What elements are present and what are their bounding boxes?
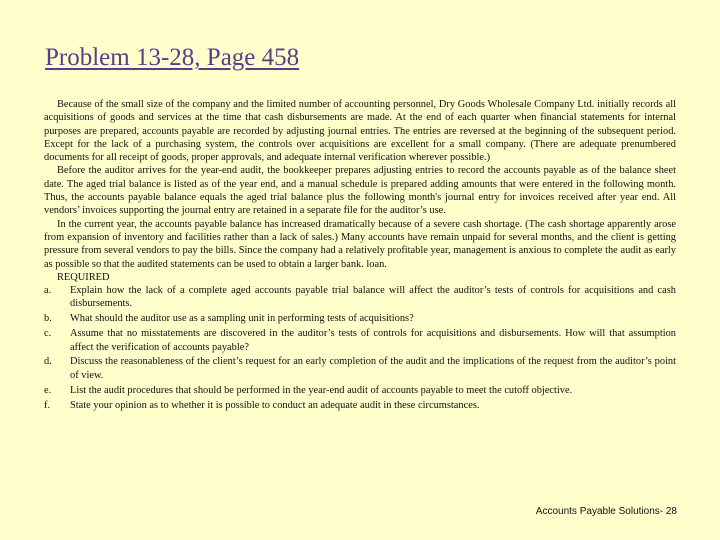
question-d (44, 355, 676, 382)
question-text: List the audit procedures that should be performed in the year-end audit of accounts payable to meet the cutoff objective. (70, 384, 573, 396)
paragraph-1: Because of the small size of the company and the limited number of accounting personnel, Dry Goods Wholesale Company Ltd. initially records all acquisitions of goods and services at the time that cash disbursements are made. At the end of each quarter when financial statements for internal purposes are prepared, accounts payable are recorded by adjusting journal entries. The entries are reversed at the beginning of the subsequent period. Except for the lack of a purchasing system, the controls over acquisitions are excellent for a small company. (There are adequate prenumbered documents for all receipt of goods, proper approvals, and adequate internal verification wherever possible.) (44, 99, 676, 164)
question-text: Assume that no misstatements are discovered in the auditor’s tests of controls for acquisitions and disbursements. How will that assumption affect the verification of accounts payable? (70, 328, 676, 353)
question-b (44, 312, 676, 325)
question-text: Discuss the reasonableness of the client’s request for an early completion of the audit and the implications of the request from the auditor’s point of view. (70, 356, 676, 381)
question-letter: f. (44, 399, 51, 411)
question-e (44, 384, 676, 397)
required-label: REQUIRED (57, 271, 110, 283)
slide-footer: Accounts Payable Solutions- 28 (535, 506, 677, 517)
question-list (44, 284, 676, 412)
problem-body (44, 98, 676, 413)
question-f (44, 399, 676, 412)
question-letter: a. (44, 285, 52, 297)
question-letter: d. (44, 356, 52, 368)
slide-title: Problem 13-28, Page 458 (45, 44, 300, 71)
question-text: Explain how the lack of a complete aged accounts payable trial balance will affect the auditor’s tests of controls for acquisitions and cash disbursements. (70, 285, 676, 310)
paragraph-2: Before the auditor arrives for the year-end audit, the bookkeeper prepares adjusting entries to record the accounts payable as of the balance sheet date. The aged trial balance is listed as of the year end, and a manual schedule is prepared adding amounts that were entered in the following month. Thus, the accounts payable balance equals the aged trial balance plus the following month's journal entry for invoices received after year end. All vendors’ invoices supporting the journal entry are retained in a separate file for the auditor’s use. (44, 165, 676, 217)
question-letter: e. (44, 384, 52, 396)
question-letter: b. (44, 313, 52, 325)
paragraph-3: In the current year, the accounts payable balance has increased dramatically because of a severe cash shortage. (The cash shortage apparently arose from expansion of inventory and facilities rather than a lack of sales.) Many accounts have remain unpaid for several months, and the client is getting pressure from several vendors to pay the bills. Since the company had a relatively profitable year, management is anxious to complete the audit as early as possible so that the audited statements can be used to obtain a larger bank. loan. (44, 218, 676, 270)
question-c (44, 327, 676, 354)
question-letter: c. (44, 328, 52, 340)
question-text: What should the auditor use as a sampling unit in performing tests of acquisitions? (70, 313, 414, 325)
question-a (44, 284, 676, 311)
question-text: State your opinion as to whether it is possible to conduct an adequate audit in these circumstances. (70, 399, 480, 411)
